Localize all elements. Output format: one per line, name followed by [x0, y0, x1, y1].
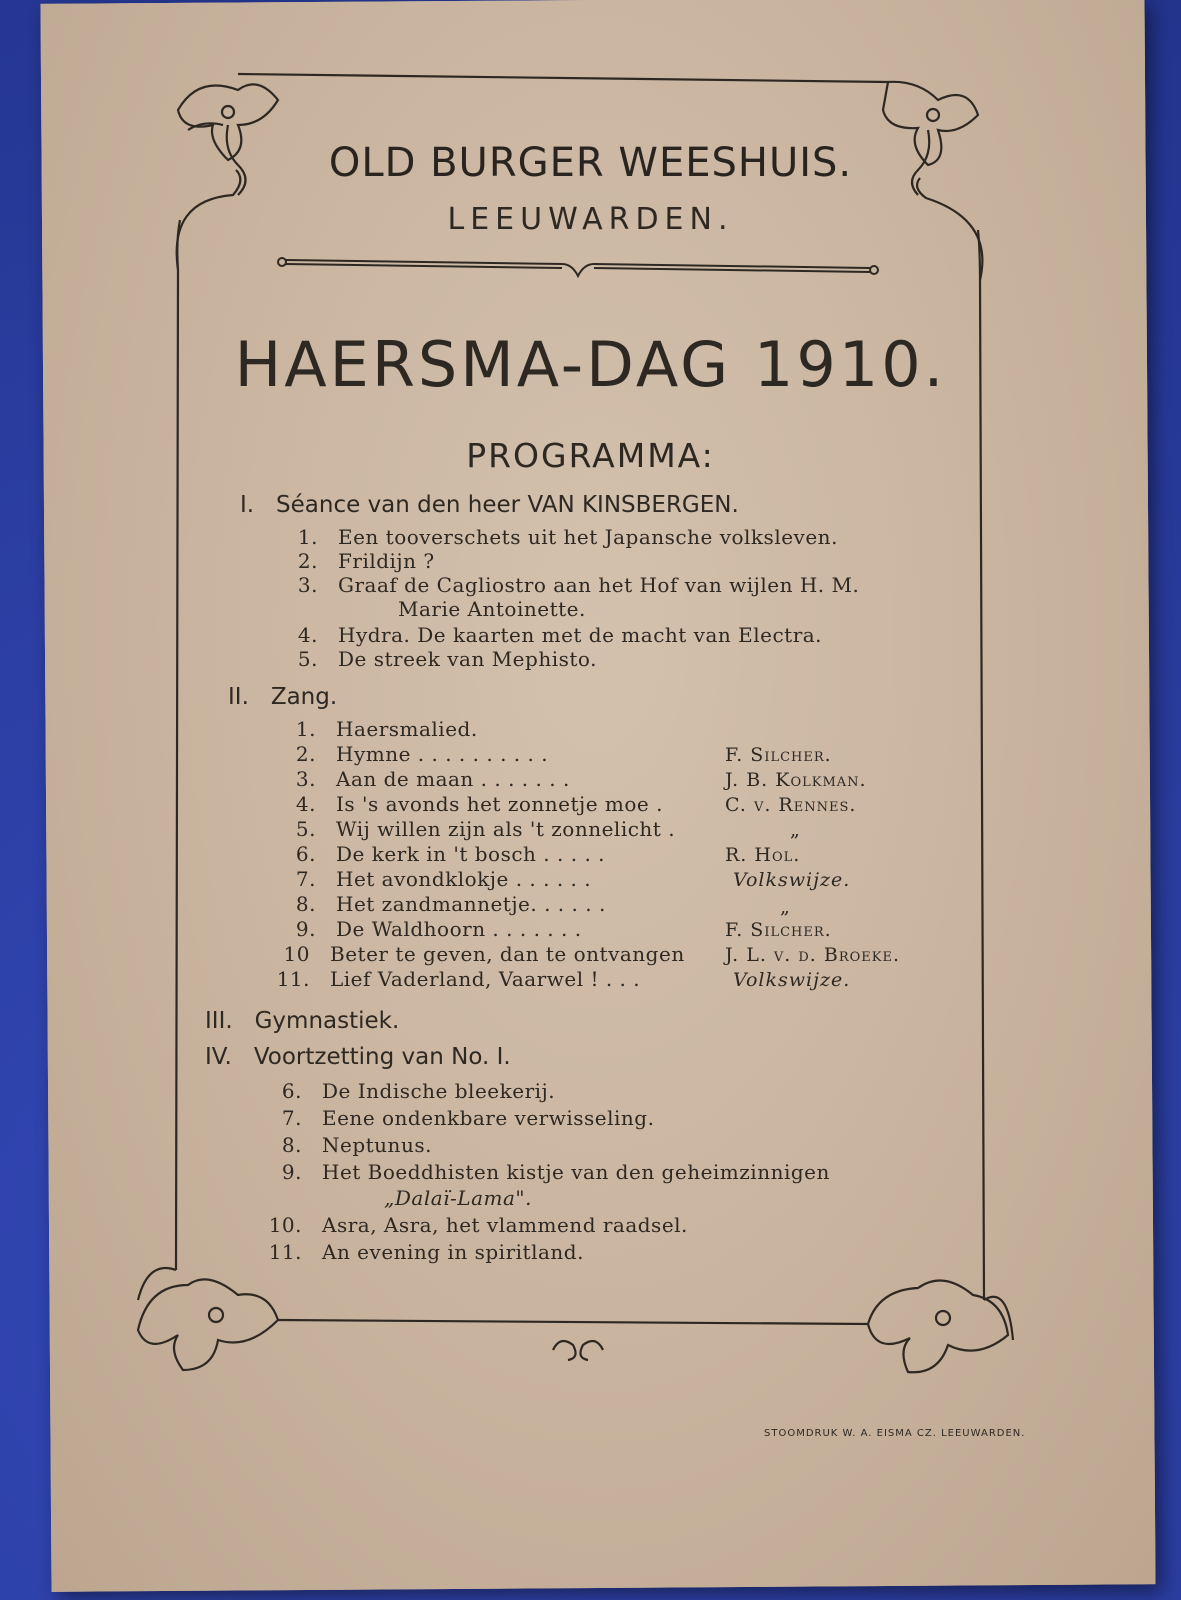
section-heading — [228, 684, 337, 710]
section-title: Voortzetting van No. I. — [253, 1044, 511, 1070]
programma-heading: PROGRAMMA: — [466, 436, 715, 475]
song-composer: J. B. Kolkman. — [725, 769, 867, 791]
song-composer: J. L. v. d. Broeke. — [725, 944, 901, 966]
section-title: Gymnastiek. — [254, 1008, 400, 1034]
song-composer: „ — [790, 819, 801, 841]
section-heading — [240, 492, 739, 518]
section-numeral: I. — [240, 492, 255, 518]
section-numeral: II. — [228, 684, 249, 710]
institution-name: OLD BURGER WEESHUIS. — [328, 140, 853, 186]
section-heading — [205, 1044, 511, 1070]
flower-ornament-br — [868, 1280, 1013, 1372]
song-composer: Volkswijze. — [733, 969, 851, 991]
song-composer: „ — [780, 896, 791, 918]
list-item-continuation: „Dalaï-Lama". — [384, 1186, 532, 1210]
printer-imprint: STOOMDRUK W. A. EISMA CZ. LEEUWARDEN. — [764, 1428, 1026, 1439]
song-composer: R. Hol. — [725, 844, 801, 866]
city-name: LEEUWARDEN. — [447, 202, 734, 237]
song-composer: F. Silcher. — [725, 919, 832, 941]
section-heading — [205, 1008, 399, 1034]
song-composer: F. Silcher. — [725, 744, 832, 766]
section-numeral: IV. — [205, 1044, 232, 1070]
section-title: Séance van den heer VAN KINSBERGEN. — [276, 492, 739, 518]
section-numeral: III. — [205, 1008, 233, 1034]
flower-ornament-bl — [138, 1268, 278, 1370]
section-title: Zang. — [270, 684, 338, 710]
song-composer: C. v. Rennes. — [725, 794, 857, 816]
header-divider — [272, 250, 884, 286]
page-title: HAERSMA-DAG 1910. — [234, 328, 947, 401]
song-composer: Volkswijze. — [733, 869, 851, 891]
